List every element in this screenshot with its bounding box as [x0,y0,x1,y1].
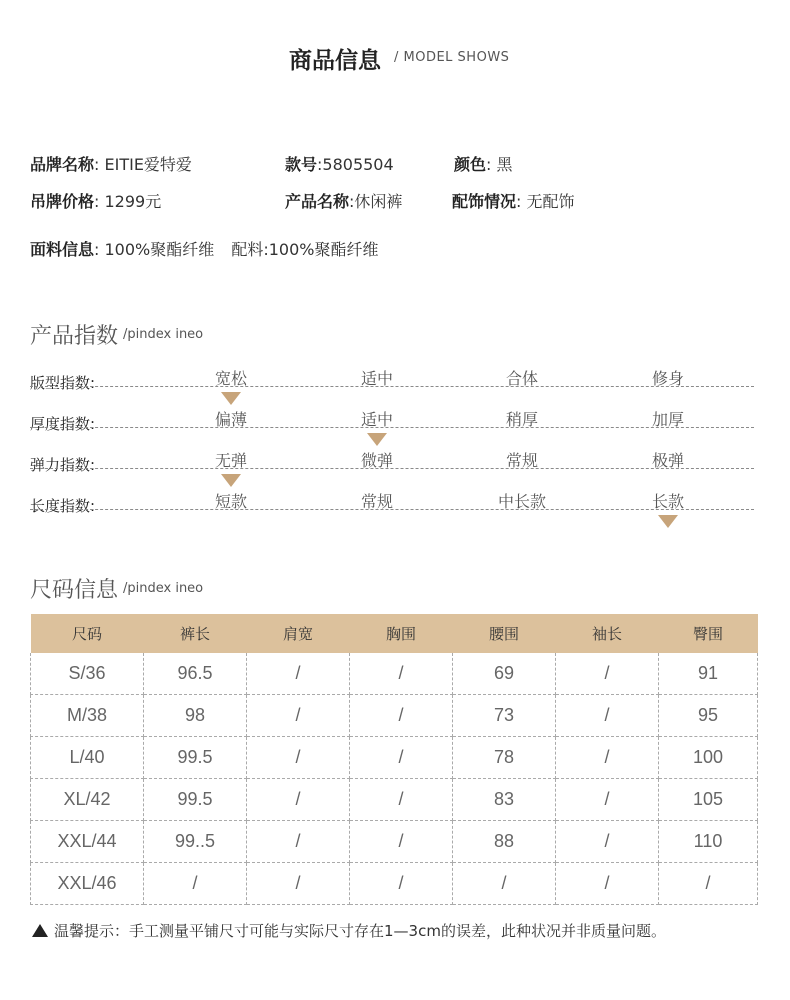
index-option: 适中 [360,410,394,429]
table-cell: / [350,653,453,695]
table-row [31,821,758,863]
index-row-label: 厚度指数: [30,415,96,433]
size-column-header: 尺码 [31,614,144,653]
table-row [31,863,758,905]
table-cell: 91 [659,653,758,695]
table-cell: / [350,737,453,779]
index-marker-icon [221,392,241,405]
index-row-label: 版型指数: [30,374,96,392]
table-cell: / [350,863,453,905]
table-cell: / [247,821,350,863]
fabric-value: : 100%聚酯纤维 [94,240,215,259]
table-cell: / [247,863,350,905]
table-cell: / [350,821,453,863]
index-option: 合体 [505,369,539,388]
index-option: 偏薄 [214,410,248,429]
index-marker-icon [658,515,678,528]
color-info [454,152,513,175]
table-cell: 110 [659,821,758,863]
price-label: 吊牌价格 [30,192,95,211]
table-cell: / [144,863,247,905]
index-option: 中长款 [497,492,547,511]
table-cell: 83 [453,779,556,821]
size-section-title: 尺码信息 [30,578,119,603]
table-cell: 99..5 [144,821,247,863]
table-cell: 69 [453,653,556,695]
table-cell: / [556,653,659,695]
index-row-label: 弹力指数: [30,456,96,474]
brand-info [30,152,192,175]
index-option: 短款 [214,492,248,511]
table-cell: / [247,695,350,737]
table-cell: S/36 [31,653,144,695]
index-option: 加厚 [651,410,685,429]
table-cell: 88 [453,821,556,863]
accessory-label: 配饰情况 [452,192,517,211]
index-marker-icon [367,433,387,446]
table-cell: 100 [659,737,758,779]
product-value: :休闲裤 [349,192,403,211]
table-cell: M/38 [31,695,144,737]
fabric-info [30,237,378,260]
size-section-subtitle: /pindex ineo [123,581,204,596]
fabric-label: 面料信息 [30,240,95,259]
size-column-header: 肩宽 [247,614,350,653]
footer-tip-text: 温馨提示：手工测量平铺尺寸可能与实际尺寸存在1—3cm的误差，此种状况并非质量问题。 [54,922,666,940]
table-cell: / [556,821,659,863]
brand-value: : EITIE爱特爱 [94,155,192,174]
table-cell: 105 [659,779,758,821]
table-cell: / [556,695,659,737]
table-cell: XL/42 [31,779,144,821]
table-cell: / [350,779,453,821]
table-cell: / [247,737,350,779]
index-row-divider [30,509,754,510]
page-subtitle: / MODEL SHOWS [394,50,510,65]
size-column-header: 裤长 [144,614,247,653]
table-cell: / [556,737,659,779]
index-option: 常规 [360,492,394,511]
product-label: 产品名称 [285,192,350,211]
table-cell: 73 [453,695,556,737]
page-title: 商品信息 [289,48,381,74]
price-value: : 1299元 [94,192,162,211]
size-column-header: 胸围 [350,614,453,653]
color-label: 颜色 [454,155,487,174]
table-cell: 99.5 [144,779,247,821]
index-option: 长款 [651,492,685,511]
table-cell: / [556,863,659,905]
table-cell: / [453,863,556,905]
style-label: 款号 [285,155,318,174]
warning-icon [32,924,48,937]
index-marker-icon [221,474,241,487]
size-table-body [31,653,758,905]
index-option: 极弹 [651,451,685,470]
price-info [30,189,161,212]
table-cell: / [350,695,453,737]
table-cell: / [247,779,350,821]
index-option: 无弹 [214,451,248,470]
index-section-subtitle: /pindex ineo [123,327,204,342]
size-column-header: 臀围 [659,614,758,653]
table-row [31,779,758,821]
lining-value: 配料:100%聚酯纤维 [231,240,379,259]
index-option: 稍厚 [505,410,539,429]
index-option: 宽松 [214,369,248,388]
accessory-info [452,189,575,212]
index-option: 常规 [505,451,539,470]
accessory-value: : 无配饰 [516,192,575,211]
style-info [285,152,394,175]
index-section-title: 产品指数 [30,324,119,349]
style-value: :5805504 [317,155,394,174]
index-option: 修身 [651,369,685,388]
table-row [31,653,758,695]
table-row [31,695,758,737]
table-cell: 99.5 [144,737,247,779]
table-cell: 95 [659,695,758,737]
table-cell: L/40 [31,737,144,779]
size-column-header: 腰围 [453,614,556,653]
table-cell: 96.5 [144,653,247,695]
product-info [285,189,402,212]
index-row-divider [30,427,754,428]
index-option: 微弹 [360,451,394,470]
index-row-label: 长度指数: [30,497,96,515]
footer-tip [32,920,666,941]
table-cell: / [247,653,350,695]
table-cell: XXL/44 [31,821,144,863]
color-value: : 黑 [486,155,513,174]
size-table [30,614,758,905]
index-row-divider [30,468,754,469]
table-cell: / [556,779,659,821]
size-table-header [31,614,758,653]
table-cell: 98 [144,695,247,737]
index-option: 适中 [360,369,394,388]
table-cell: / [659,863,758,905]
table-row [31,737,758,779]
size-column-header: 袖长 [556,614,659,653]
table-cell: 78 [453,737,556,779]
index-row-divider [30,386,754,387]
brand-label: 品牌名称 [30,155,95,174]
table-cell: XXL/46 [31,863,144,905]
